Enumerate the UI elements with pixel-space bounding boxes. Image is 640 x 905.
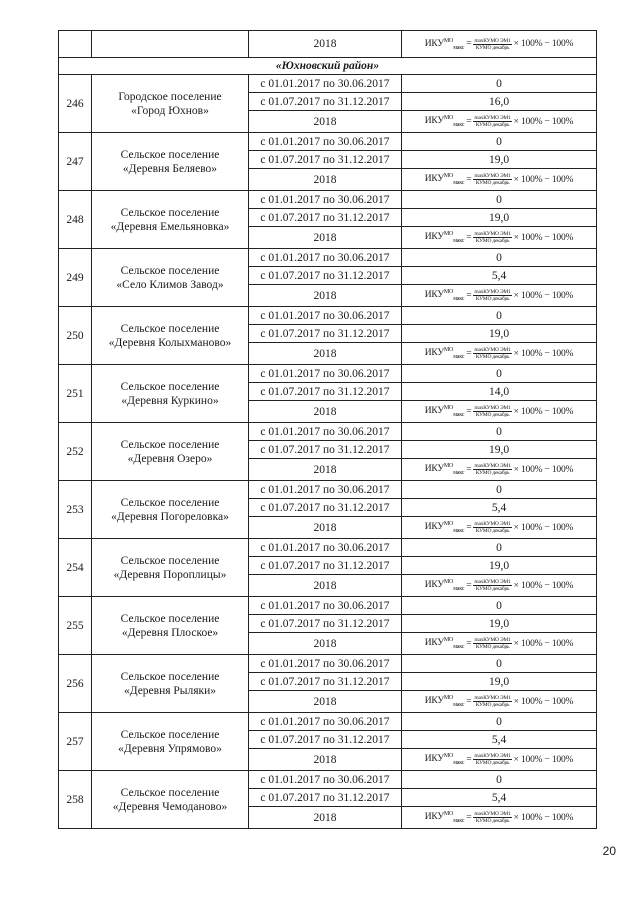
settlement-name — [92, 597, 249, 655]
settlement-type: Сельское поселение — [120, 380, 220, 393]
index-formula — [425, 115, 573, 128]
table-row — [59, 307, 597, 325]
formula-equals: = — [466, 696, 472, 707]
formula-equals: = — [466, 116, 472, 127]
formula-denominator: КУМО декабрь — [475, 122, 510, 129]
formula-denominator: КУМО декабрь — [475, 412, 510, 419]
formula-denominator: КУМО декабрь — [475, 528, 510, 535]
table-row — [59, 249, 597, 267]
formula-lhs: $ИКУ^{МО}_{макс}$ — [424, 521, 465, 535]
formula-lhs: $ИКУ^{МО}_{макс}$ — [424, 637, 465, 651]
row-number: 257 — [59, 713, 92, 771]
period-year: 2018 — [249, 633, 402, 655]
value-first-half: 0 — [402, 365, 597, 383]
formula-fraction — [473, 347, 511, 360]
table-row — [59, 597, 597, 615]
formula-numerator: maxКУМО ЭМ1 — [474, 695, 511, 702]
period-second-half: с 01.07.2017 по 31.12.2017 — [249, 267, 402, 285]
value-first-half: 0 — [402, 655, 597, 673]
value-first-half: 0 — [402, 75, 597, 93]
period-first-half: с 01.01.2017 по 30.06.2017 — [249, 75, 402, 93]
value-first-half: 0 — [402, 597, 597, 615]
value-first-half: 0 — [402, 423, 597, 441]
row-number: 246 — [59, 75, 92, 133]
formula-equals: = — [466, 174, 472, 185]
period-second-half: с 01.07.2017 по 31.12.2017 — [249, 673, 402, 691]
formula-equals: = — [466, 290, 472, 301]
table-row — [59, 75, 597, 93]
formula-lhs: $ИКУ^{МО}_{макс}$ — [424, 37, 465, 51]
formula-fraction — [473, 231, 511, 244]
row-number: 256 — [59, 655, 92, 713]
index-formula — [425, 695, 573, 708]
settlement-name — [92, 365, 249, 423]
formula-cell — [402, 227, 597, 249]
formula-cell — [402, 517, 597, 539]
period-first-half: с 01.01.2017 по 30.06.2017 — [249, 133, 402, 151]
settlement-type: Сельское поселение — [120, 728, 220, 741]
formula-denominator: КУМО декабрь — [475, 296, 510, 303]
value-second-half: 5,4 — [402, 731, 597, 749]
formula-numerator: maxКУМО ЭМ1 — [474, 347, 511, 354]
settlement-type: Сельское поселение — [120, 554, 220, 567]
formula-numerator: maxКУМО ЭМ1 — [474, 753, 511, 760]
formula-tail: × 100% − 100% — [513, 232, 574, 243]
settlement-name — [92, 423, 249, 481]
formula-equals: = — [466, 580, 472, 591]
value-second-half: 19,0 — [402, 673, 597, 691]
row-number: 258 — [59, 771, 92, 829]
table-row — [59, 133, 597, 151]
formula-lhs: $ИКУ^{МО}_{макс}$ — [424, 753, 465, 767]
formula-lhs: $ИКУ^{МО}_{макс}$ — [424, 289, 465, 303]
settlement-type: Сельское поселение — [120, 496, 220, 509]
value-second-half: 19,0 — [402, 209, 597, 227]
formula-numerator: maxКУМО ЭМ1 — [474, 289, 511, 296]
row-number: 253 — [59, 481, 92, 539]
table-row — [59, 365, 597, 383]
formula-tail: × 100% − 100% — [513, 464, 574, 475]
settlement-type: Сельское поселение — [120, 786, 220, 799]
table-row — [59, 655, 597, 673]
top-row-formula-cell — [402, 31, 597, 58]
value-first-half: 0 — [402, 307, 597, 325]
district-header-row — [59, 58, 597, 75]
settlement-type: Сельское поселение — [120, 264, 220, 277]
formula-denominator: КУМО декабрь — [475, 818, 510, 825]
formula-equals: = — [466, 464, 472, 475]
period-first-half: с 01.01.2017 по 30.06.2017 — [249, 597, 402, 615]
period-year: 2018 — [249, 285, 402, 307]
period-second-half: с 01.07.2017 по 31.12.2017 — [249, 383, 402, 401]
formula-tail: × 100% − 100% — [513, 812, 574, 823]
formula-lhs: $ИКУ^{МО}_{макс}$ — [424, 231, 465, 245]
table-row — [59, 191, 597, 209]
settlement-title: «Деревня Куркино» — [121, 394, 219, 407]
table-row — [59, 539, 597, 557]
formula-cell — [402, 285, 597, 307]
formula-cell — [402, 691, 597, 713]
settlement-title: «Деревня Емельяновка» — [110, 220, 230, 233]
settlement-title: «Деревня Озеро» — [127, 452, 213, 465]
formula-tail: × 100% − 100% — [513, 348, 574, 359]
formula-fraction — [473, 637, 511, 650]
settlement-title: «Деревня Погореловка» — [111, 510, 229, 523]
period-second-half: с 01.07.2017 по 31.12.2017 — [249, 441, 402, 459]
formula-denominator: КУМО декабрь — [475, 238, 510, 245]
settlement-title: «Деревня Колыхманово» — [108, 336, 232, 349]
period-second-half: с 01.07.2017 по 31.12.2017 — [249, 499, 402, 517]
row-number: 249 — [59, 249, 92, 307]
formula-lhs: $ИКУ^{МО}_{макс}$ — [424, 811, 465, 825]
formula-fraction — [473, 811, 511, 824]
formula-numerator: maxКУМО ЭМ1 — [474, 637, 511, 644]
value-second-half: 5,4 — [402, 499, 597, 517]
index-formula — [425, 637, 573, 650]
formula-fraction — [473, 579, 511, 592]
formula-fraction — [473, 521, 511, 534]
district-header: «Юхновский район» — [59, 58, 597, 75]
formula-cell — [402, 633, 597, 655]
value-first-half: 0 — [402, 481, 597, 499]
formula-fraction — [473, 289, 511, 302]
formula-equals: = — [466, 232, 472, 243]
page-number: 20 — [602, 844, 616, 858]
period-second-half: с 01.07.2017 по 31.12.2017 — [249, 151, 402, 169]
formula-tail: × 100% − 100% — [513, 580, 574, 591]
settlement-title: «Село Климов Завод» — [116, 278, 224, 291]
formula-cell — [402, 749, 597, 771]
period-first-half: с 01.01.2017 по 30.06.2017 — [249, 481, 402, 499]
formula-numerator: maxКУМО ЭМ1 — [474, 37, 511, 44]
index-formula — [425, 463, 573, 476]
period-second-half: с 01.07.2017 по 31.12.2017 — [249, 557, 402, 575]
period-year: 2018 — [249, 401, 402, 423]
index-formula — [425, 289, 573, 302]
formula-denominator: КУМО декабрь — [475, 760, 510, 767]
formula-numerator: maxКУМО ЭМ1 — [474, 521, 511, 528]
period-year: 2018 — [249, 517, 402, 539]
formula-cell — [402, 401, 597, 423]
formula-tail: × 100% − 100% — [513, 638, 574, 649]
formula-lhs: $ИКУ^{МО}_{макс}$ — [424, 695, 465, 709]
index-formula — [425, 405, 573, 418]
period-first-half: с 01.01.2017 по 30.06.2017 — [249, 249, 402, 267]
settlement-name — [92, 713, 249, 771]
row-number: 251 — [59, 365, 92, 423]
value-first-half: 0 — [402, 133, 597, 151]
settlement-name — [92, 249, 249, 307]
period-first-half: с 01.01.2017 по 30.06.2017 — [249, 307, 402, 325]
formula-fraction — [473, 115, 511, 128]
settlement-title: «Город Юхнов» — [131, 104, 209, 117]
settlement-title: «Деревня Плоское» — [121, 626, 219, 639]
formula-tail: × 100% − 100% — [513, 406, 574, 417]
value-first-half: 0 — [402, 771, 597, 789]
table-body — [59, 31, 597, 829]
table-row — [59, 423, 597, 441]
formula-cell — [402, 459, 597, 481]
settlement-name — [92, 481, 249, 539]
index-formula — [425, 38, 573, 51]
settlement-name — [92, 307, 249, 365]
formula-cell — [402, 575, 597, 597]
settlement-name — [92, 539, 249, 597]
row-number: 248 — [59, 191, 92, 249]
settlement-type: Сельское поселение — [120, 206, 220, 219]
formula-tail: × 100% − 100% — [513, 754, 574, 765]
formula-fraction — [473, 695, 511, 708]
value-second-half: 14,0 — [402, 383, 597, 401]
top-row-name-cell — [92, 31, 249, 58]
formula-denominator: КУМО декабрь — [475, 702, 510, 709]
settlement-title: «Деревня Беляево» — [122, 162, 218, 175]
value-second-half: 19,0 — [402, 151, 597, 169]
period-second-half: с 01.07.2017 по 31.12.2017 — [249, 731, 402, 749]
table-row — [59, 481, 597, 499]
table-row-top — [59, 31, 597, 58]
row-number: 247 — [59, 133, 92, 191]
formula-tail: × 100% − 100% — [513, 696, 574, 707]
formula-lhs: $ИКУ^{МО}_{макс}$ — [424, 579, 465, 593]
settlement-type: Сельское поселение — [120, 438, 220, 451]
settlement-name — [92, 771, 249, 829]
period-year: 2018 — [249, 343, 402, 365]
formula-lhs: $ИКУ^{МО}_{макс}$ — [424, 405, 465, 419]
settlement-name — [92, 75, 249, 133]
value-second-half: 19,0 — [402, 557, 597, 575]
period-first-half: с 01.01.2017 по 30.06.2017 — [249, 655, 402, 673]
value-first-half: 0 — [402, 191, 597, 209]
period-year: 2018 — [249, 691, 402, 713]
period-first-half: с 01.01.2017 по 30.06.2017 — [249, 771, 402, 789]
settlement-type: Городское поселение — [118, 90, 222, 103]
formula-denominator: КУМО декабрь — [475, 586, 510, 593]
row-number: 250 — [59, 307, 92, 365]
value-second-half: 16,0 — [402, 93, 597, 111]
formula-tail: × 100% − 100% — [513, 522, 574, 533]
tariff-table — [58, 30, 597, 829]
index-formula — [425, 753, 573, 766]
value-first-half: 0 — [402, 539, 597, 557]
formula-fraction — [473, 173, 511, 186]
value-second-half: 5,4 — [402, 789, 597, 807]
formula-denominator: КУМО декабрь — [475, 180, 510, 187]
row-number: 254 — [59, 539, 92, 597]
value-first-half: 0 — [402, 249, 597, 267]
period-year: 2018 — [249, 749, 402, 771]
value-first-half: 0 — [402, 713, 597, 731]
period-second-half: с 01.07.2017 по 31.12.2017 — [249, 789, 402, 807]
formula-equals: = — [466, 754, 472, 765]
settlement-type: Сельское поселение — [120, 612, 220, 625]
value-second-half: 19,0 — [402, 325, 597, 343]
row-number: 255 — [59, 597, 92, 655]
period-second-half: с 01.07.2017 по 31.12.2017 — [249, 615, 402, 633]
period-first-half: с 01.01.2017 по 30.06.2017 — [249, 423, 402, 441]
settlement-title: «Деревня Чемоданово» — [112, 800, 228, 813]
period-first-half: с 01.01.2017 по 30.06.2017 — [249, 539, 402, 557]
formula-cell — [402, 169, 597, 191]
period-year: 2018 — [249, 575, 402, 597]
top-row-period-cell: 2018 — [249, 31, 402, 58]
formula-equals: = — [466, 406, 472, 417]
formula-equals: = — [466, 812, 472, 823]
index-formula — [425, 579, 573, 592]
period-second-half: с 01.07.2017 по 31.12.2017 — [249, 209, 402, 227]
formula-denominator: КУМО декабрь — [475, 44, 510, 51]
settlement-name — [92, 655, 249, 713]
period-first-half: с 01.01.2017 по 30.06.2017 — [249, 365, 402, 383]
index-formula — [425, 231, 573, 244]
formula-equals: = — [466, 522, 472, 533]
formula-numerator: maxКУМО ЭМ1 — [474, 405, 511, 412]
index-formula — [425, 521, 573, 534]
settlement-title: «Деревня Пороплицы» — [113, 568, 227, 581]
formula-tail: × 100% − 100% — [513, 39, 574, 50]
index-formula — [425, 811, 573, 824]
period-second-half: с 01.07.2017 по 31.12.2017 — [249, 93, 402, 111]
table-row — [59, 713, 597, 731]
index-formula — [425, 173, 573, 186]
formula-tail: × 100% − 100% — [513, 174, 574, 185]
formula-denominator: КУМО декабрь — [475, 644, 510, 651]
formula-lhs: $ИКУ^{МО}_{макс}$ — [424, 463, 465, 477]
formula-cell — [402, 807, 597, 829]
formula-lhs: $ИКУ^{МО}_{макс}$ — [424, 173, 465, 187]
formula-numerator: maxКУМО ЭМ1 — [474, 231, 511, 238]
formula-denominator: КУМО декабрь — [475, 470, 510, 477]
period-year: 2018 — [249, 111, 402, 133]
period-year: 2018 — [249, 227, 402, 249]
period-first-half: с 01.01.2017 по 30.06.2017 — [249, 191, 402, 209]
settlement-type: Сельское поселение — [120, 670, 220, 683]
settlement-name — [92, 191, 249, 249]
row-number: 252 — [59, 423, 92, 481]
formula-lhs: $ИКУ^{МО}_{макс}$ — [424, 115, 465, 129]
settlement-type: Сельское поселение — [120, 148, 220, 161]
formula-fraction — [473, 753, 511, 766]
formula-equals: = — [466, 638, 472, 649]
formula-numerator: maxКУМО ЭМ1 — [474, 115, 511, 122]
table-row — [59, 771, 597, 789]
formula-fraction — [473, 463, 511, 476]
period-first-half: с 01.01.2017 по 30.06.2017 — [249, 713, 402, 731]
formula-numerator: maxКУМО ЭМ1 — [474, 811, 511, 818]
formula-tail: × 100% − 100% — [513, 290, 574, 301]
formula-cell — [402, 343, 597, 365]
settlement-name — [92, 133, 249, 191]
period-year: 2018 — [249, 807, 402, 829]
settlement-title: «Деревня Рыляки» — [123, 684, 217, 697]
formula-fraction — [473, 405, 511, 418]
formula-numerator: maxКУМО ЭМ1 — [474, 173, 511, 180]
value-second-half: 19,0 — [402, 615, 597, 633]
formula-tail: × 100% − 100% — [513, 116, 574, 127]
top-row-num-cell — [59, 31, 92, 58]
settlement-title: «Деревня Упрямово» — [118, 742, 222, 755]
period-year: 2018 — [249, 169, 402, 191]
formula-fraction — [473, 38, 511, 51]
index-formula — [425, 347, 573, 360]
formula-equals: = — [466, 348, 472, 359]
formula-numerator: maxКУМО ЭМ1 — [474, 579, 511, 586]
formula-lhs: $ИКУ^{МО}_{макс}$ — [424, 347, 465, 361]
period-second-half: с 01.07.2017 по 31.12.2017 — [249, 325, 402, 343]
settlement-type: Сельское поселение — [120, 322, 220, 335]
formula-numerator: maxКУМО ЭМ1 — [474, 463, 511, 470]
formula-equals: = — [466, 39, 472, 50]
value-second-half: 19,0 — [402, 441, 597, 459]
value-second-half: 5,4 — [402, 267, 597, 285]
period-year: 2018 — [249, 459, 402, 481]
formula-denominator: КУМО декабрь — [475, 354, 510, 361]
formula-cell — [402, 111, 597, 133]
